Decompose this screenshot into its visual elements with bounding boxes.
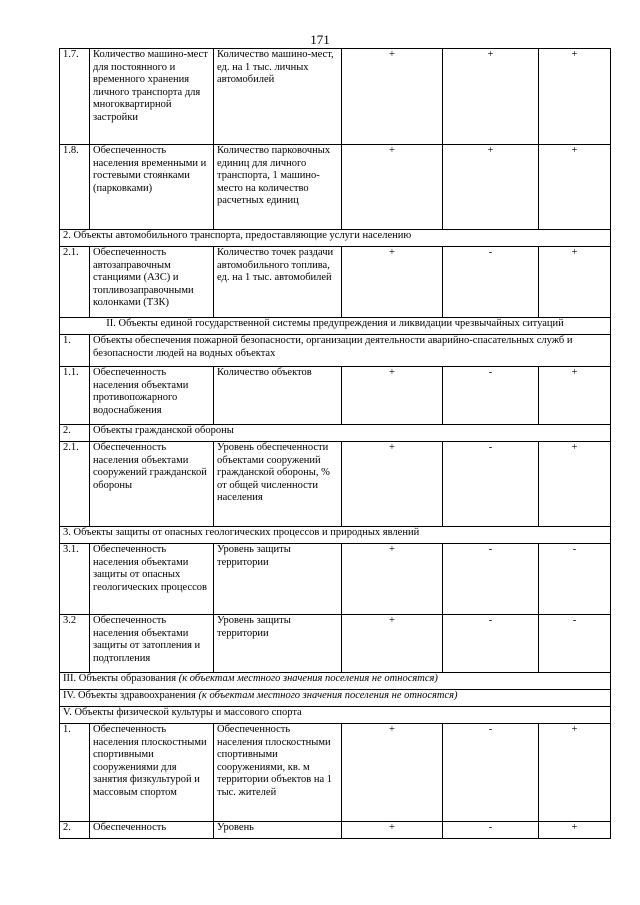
indicator-cell: Обеспеченность автозаправочным станциями (АЗС) и топливозаправочными колонками (ТЗК) bbox=[90, 247, 214, 318]
value-cell: + bbox=[539, 247, 611, 318]
unit-cell: Уровень bbox=[214, 822, 342, 839]
value-cell: + bbox=[342, 247, 443, 318]
value-cell: + bbox=[539, 49, 611, 145]
value-cell: + bbox=[342, 724, 443, 822]
indicator-cell: Обеспеченность населения объектами защиты от опасных геологических процессов bbox=[90, 544, 214, 615]
unit-cell: Обеспеченность населения плоскостными спортивными сооружениями, кв. м территории объектов на 1 тыс. жителей bbox=[214, 724, 342, 822]
unit-cell: Количество машино-мест, ед. на 1 тыс. личных автомобилей bbox=[214, 49, 342, 145]
indicator-cell: Обеспеченность населения объектами противопожарного водоснабжения bbox=[90, 367, 214, 425]
page-number: 171 bbox=[310, 32, 330, 47]
value-cell: - bbox=[443, 615, 539, 673]
table-row bbox=[60, 822, 611, 839]
row-number: 1.1. bbox=[60, 367, 90, 425]
unit-cell: Уровень защиты территории bbox=[214, 544, 342, 615]
section-row bbox=[60, 527, 611, 544]
unit-cell: Количество парковочных единиц для личного транспорта, 1 машино-место на количество расчетных единиц bbox=[214, 145, 342, 230]
section-note: (к объектам местного значения поселения не относятся) bbox=[198, 690, 458, 701]
row-number: 1.8. bbox=[60, 145, 90, 230]
value-cell: + bbox=[342, 367, 443, 425]
section-row bbox=[60, 318, 611, 335]
value-cell: - bbox=[443, 442, 539, 527]
table-row bbox=[60, 724, 611, 822]
row-number: 2.1. bbox=[60, 247, 90, 318]
value-cell: + bbox=[342, 49, 443, 145]
value-cell: - bbox=[443, 247, 539, 318]
table-row bbox=[60, 442, 611, 527]
table-row bbox=[60, 247, 611, 318]
indicator-cell: Обеспеченность bbox=[90, 822, 214, 839]
value-cell: + bbox=[342, 822, 443, 839]
unit-cell: Количество объектов bbox=[214, 367, 342, 425]
indicator-cell: Количество машино-мест для постоянного и временного хранения личного транспорта для многоквартирной застройки bbox=[90, 49, 214, 145]
value-cell: + bbox=[539, 145, 611, 230]
row-number: 3.1. bbox=[60, 544, 90, 615]
indicator-cell: Обеспеченность населения плоскостными спортивными сооружениями для занятия физкультурой и массовым спортом bbox=[90, 724, 214, 822]
value-cell: + bbox=[342, 544, 443, 615]
table-row bbox=[60, 49, 611, 145]
section-heading bbox=[60, 673, 611, 690]
value-cell: - bbox=[443, 724, 539, 822]
row-number: 1. bbox=[60, 724, 90, 822]
value-cell: - bbox=[539, 544, 611, 615]
value-cell: + bbox=[342, 145, 443, 230]
value-cell: + bbox=[342, 442, 443, 527]
row-number: 3.2 bbox=[60, 615, 90, 673]
unit-cell: Уровень обеспеченности объектами сооружений гражданской обороны, % от общей численности населения bbox=[214, 442, 342, 527]
section-row bbox=[60, 690, 611, 707]
section-title: IV. Объекты здравоохранения bbox=[63, 690, 199, 701]
section-row bbox=[60, 230, 611, 247]
unit-cell: Уровень защиты территории bbox=[214, 615, 342, 673]
section-heading: V. Объекты физической культуры и массового спорта bbox=[60, 707, 611, 724]
value-cell: + bbox=[443, 145, 539, 230]
unit-cell: Количество точек раздачи автомобильного топлива, ед. на 1 тыс. автомобилей bbox=[214, 247, 342, 318]
table-row bbox=[60, 367, 611, 425]
value-cell: - bbox=[443, 822, 539, 839]
row-number: 2. bbox=[60, 822, 90, 839]
row-number: 2.1. bbox=[60, 442, 90, 527]
row-number: 2. bbox=[60, 425, 90, 442]
value-cell: + bbox=[539, 724, 611, 822]
section-heading: 2. Объекты автомобильного транспорта, предоставляющие услуги населению bbox=[60, 230, 611, 247]
table-row bbox=[60, 145, 611, 230]
subsection-heading: Объекты обеспечения пожарной безопасности, организации деятельности аварийно-спасательных служб и безопасности людей на водных объектах bbox=[90, 335, 611, 367]
indicator-cell: Обеспеченность населения объектами сооружений гражданской обороны bbox=[90, 442, 214, 527]
section-heading: 3. Объекты защиты от опасных геологических процессов и природных явлений bbox=[60, 527, 611, 544]
value-cell: - bbox=[539, 615, 611, 673]
subsection-heading: Объекты гражданской обороны bbox=[90, 425, 611, 442]
indicator-cell: Обеспеченность населения объектами защиты от затопления и подтопления bbox=[90, 615, 214, 673]
value-cell: - bbox=[443, 367, 539, 425]
value-cell: + bbox=[539, 442, 611, 527]
indicator-cell: Обеспеченность населения временными и гостевыми стоянками (парковками) bbox=[90, 145, 214, 230]
section-heading bbox=[60, 690, 611, 707]
value-cell: - bbox=[443, 544, 539, 615]
value-cell: + bbox=[539, 822, 611, 839]
table-row bbox=[60, 615, 611, 673]
section-title: III. Объекты образования bbox=[63, 673, 179, 684]
section-row bbox=[60, 707, 611, 724]
table-row bbox=[60, 544, 611, 615]
row-number: 1. bbox=[60, 335, 90, 367]
norms-table bbox=[59, 48, 611, 839]
section-row bbox=[60, 673, 611, 690]
value-cell: + bbox=[342, 615, 443, 673]
section-note: (к объектам местного значения поселения не относятся) bbox=[178, 673, 438, 684]
subsection-row bbox=[60, 425, 611, 442]
row-number: 1.7. bbox=[60, 49, 90, 145]
value-cell: + bbox=[443, 49, 539, 145]
section-heading: II. Объекты единой государственной системы предупреждения и ликвидации чрезвычайных ситуаций bbox=[60, 318, 611, 335]
subsection-row bbox=[60, 335, 611, 367]
value-cell: + bbox=[539, 367, 611, 425]
